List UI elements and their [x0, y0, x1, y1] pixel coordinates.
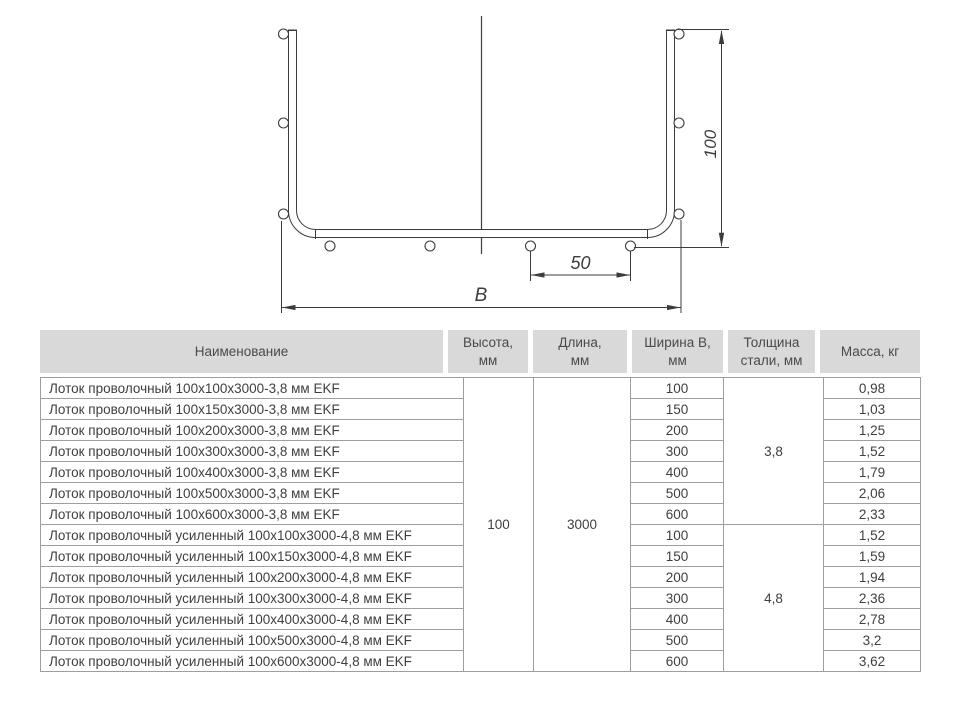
name-cell: Лоток проволочный усиленный 100х100х3000-4,8 мм EKF [41, 525, 464, 546]
mass-cell: 3,62 [824, 651, 921, 672]
wire-tray-drawing [0, 0, 960, 330]
pitch-dim-label: 50 [570, 253, 591, 273]
width-cell: 300 [631, 588, 724, 609]
width-cell: 600 [631, 651, 724, 672]
col-header-height: Высота, мм [448, 330, 528, 373]
width-cell: 100 [631, 378, 724, 399]
name-cell: Лоток проволочный усиленный 100х400х3000-4,8 мм EKF [41, 609, 464, 630]
mass-cell: 1,59 [824, 546, 921, 567]
name-cell: Лоток проволочный усиленный 100х500х3000-4,8 мм EKF [41, 630, 464, 651]
col-header-length: Длина, мм [533, 330, 627, 373]
name-cell: Лоток проволочный усиленный 100х300х3000-4,8 мм EKF [41, 588, 464, 609]
width-cell: 500 [631, 630, 724, 651]
name-cell: Лоток проволочный усиленный 100х600х3000-4,8 мм EKF [41, 651, 464, 672]
width-cell: 150 [631, 399, 724, 420]
width-cell: 100 [631, 525, 724, 546]
mass-cell: 0,98 [824, 378, 921, 399]
dimension-pitch [531, 251, 631, 281]
width-cell: 200 [631, 567, 724, 588]
mass-cell: 1,79 [824, 462, 921, 483]
name-cell: Лоток проволочный 100х150х3000-3,8 мм EKF [41, 399, 464, 420]
col-header-width: Ширина В, мм [632, 330, 723, 373]
width-cell: 600 [631, 504, 724, 525]
name-cell: Лоток проволочный 100х300х3000-3,8 мм EKF [41, 441, 464, 462]
name-cell: Лоток проволочный усиленный 100х150х3000-4,8 мм EKF [41, 546, 464, 567]
mass-cell: 3,2 [824, 630, 921, 651]
mass-cell: 1,03 [824, 399, 921, 420]
name-cell: Лоток проволочный 100х200х3000-3,8 мм EKF [41, 420, 464, 441]
col-header-name [40, 330, 443, 373]
thickness-cell: 4,8 [724, 525, 824, 672]
width-cell: 500 [631, 483, 724, 504]
mass-cell: 1,94 [824, 567, 921, 588]
name-cell: Лоток проволочный 100х400х3000-3,8 мм EKF [41, 462, 464, 483]
mass-cell: 2,33 [824, 504, 921, 525]
name-cell: Лоток проволочный 100х600х3000-3,8 мм EKF [41, 504, 464, 525]
thickness-cell: 3,8 [724, 378, 824, 525]
col-header-thickness: Толщина стали, мм [728, 330, 815, 373]
mass-cell: 2,36 [824, 588, 921, 609]
length-cell: 3000 [534, 378, 631, 672]
width-cell: 150 [631, 546, 724, 567]
table-row [41, 378, 921, 399]
width-cell: 200 [631, 420, 724, 441]
height-dim-label: 100 [701, 129, 720, 159]
col-header-name-label: Наименование [194, 343, 289, 359]
width-cell: 400 [631, 609, 724, 630]
mass-cell: 2,78 [824, 609, 921, 630]
width-dim-label: B [474, 285, 488, 306]
width-cell: 400 [631, 462, 724, 483]
mass-cell: 1,52 [824, 525, 921, 546]
mass-cell: 1,52 [824, 441, 921, 462]
mass-cell: 2,06 [824, 483, 921, 504]
width-cell: 300 [631, 441, 724, 462]
mass-cell: 1,25 [824, 420, 921, 441]
name-cell: Лоток проволочный 100х100х3000-3,8 мм EKF [41, 378, 464, 399]
name-cell: Лоток проволочный усиленный 100х200х3000-4,8 мм EKF [41, 567, 464, 588]
height-cell: 100 [464, 378, 534, 672]
col-header-mass: Масса, кг [820, 330, 920, 373]
spec-table [40, 377, 921, 672]
name-cell: Лоток проволочный 100х500х3000-3,8 мм EKF [41, 483, 464, 504]
